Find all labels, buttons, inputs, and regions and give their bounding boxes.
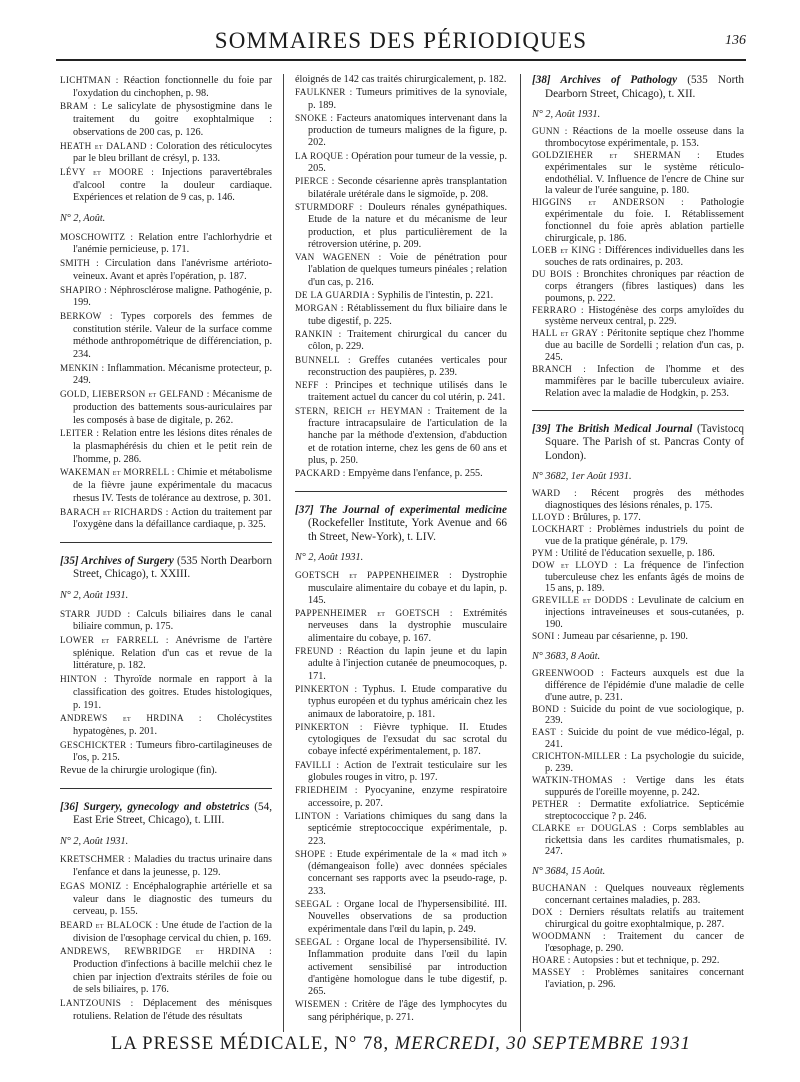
article-entry <box>60 608 272 634</box>
article-entry <box>295 784 507 810</box>
article-entry <box>60 506 272 532</box>
article-entry <box>295 607 507 645</box>
article-entry <box>295 848 507 898</box>
author-name: SNOKE : <box>295 112 334 123</box>
author-name: GOLDZIEHER et SHERMAN : <box>532 149 700 160</box>
article-entry <box>60 284 272 310</box>
article-title: Calculs biliaires dans le canal biliaire commun, p. 175. <box>73 608 272 633</box>
column-2 <box>295 74 507 1024</box>
article-entry <box>532 269 744 305</box>
author-name: PIERCE : <box>295 176 335 187</box>
article-title: Typhus. I. Etude comparative du typhus européen et du typhus américain chez les animaux de laboratoire, p. 181. <box>308 683 507 720</box>
article-title: Inflammation. Mécanisme protecteur, p. 249. <box>73 362 273 387</box>
author-name: LICHTMAN : <box>60 75 119 85</box>
journal-heading <box>532 423 744 464</box>
article-title: Facteurs anatomiques intervenant dans la production de tumeurs malignes de la figure, p. 202. <box>308 112 507 149</box>
journal-heading <box>60 801 272 828</box>
article-title: Extrémités nerveuses dans la dystrophie musculaire alimentaire du cobaye, p. 167. <box>308 608 507 644</box>
article-title: Néphrosclérose maligne. Pathogénie, p. 199. <box>73 284 272 309</box>
column-divider <box>520 74 521 1032</box>
article-title: Cholécystites hypatogènes, p. 201. <box>73 713 272 737</box>
article-title: Péritonite septique chez l'homme due au bacille de Sordelli ; relation d'un cas, p. 245. <box>545 328 744 364</box>
article-entry <box>60 388 272 427</box>
issue-heading: N° 2, Août. <box>60 213 106 225</box>
article-entry <box>532 150 744 198</box>
author-name: WOODMANN : <box>532 930 606 941</box>
issue-heading: N° 2, Août 1931. <box>532 109 601 120</box>
article-title: Traitement chirurgical du cancer du côlon, p. 229. <box>308 328 507 353</box>
article-entry <box>60 634 272 673</box>
article-entry <box>295 150 507 176</box>
article-title: Brûlures, p. 177. <box>572 511 641 523</box>
article-title: Corps semblables au rickettsia dans les cardites rhumatismales, p. 247. <box>545 822 744 858</box>
author-name: LA ROQUE : <box>295 150 349 161</box>
author-name: EGAS MONIZ : <box>60 880 129 891</box>
article-entry <box>532 560 744 596</box>
article-title: Etudes expérimentales sur le système réticulo-endothélial. V. Influence de l'encre de Chine sur la valeur de l'urée sanguine, p. 180. <box>545 149 744 197</box>
article-entry <box>532 512 744 524</box>
journal-title: [39] The British Medical Journal <box>532 422 693 435</box>
article-title: Réactions de la moelle osseuse dans la thrombocytose expérimentale, p. 153. <box>545 125 744 149</box>
author-name: HEATH et DALAND : <box>60 140 153 151</box>
article-entry <box>532 799 744 823</box>
continued-text: éloignés de 142 cas traités chirurgicalement, p. 182. <box>295 74 507 85</box>
article-entry <box>532 488 744 512</box>
article-title: Réaction du lapin jeune et du lapin adulte à l'injection cutanée de pneumocoques, p. 171. <box>308 646 507 682</box>
article-entry <box>532 955 744 967</box>
author-name: PINKERTON : <box>295 721 363 732</box>
article-entry <box>295 998 507 1024</box>
author-name: PAPPENHEIMER et GOETSCH : <box>295 608 453 619</box>
author-name: MASSEY : <box>532 966 585 977</box>
article-entry <box>295 175 507 201</box>
page-number: 136 <box>725 33 746 48</box>
journal-address: (Tavistocq Square. The Parish of st. Pancras Conty of London). <box>545 422 744 462</box>
article-title: Pyocyanine, enzyme respiratoire accessoire, p. 207. <box>308 785 508 809</box>
issue-heading: N° 2, Août 1931. <box>60 835 129 847</box>
article-entry <box>60 673 272 712</box>
author-name: BRAM : <box>60 101 97 112</box>
article-entry <box>532 631 744 643</box>
author-name: SHAPIRO : <box>60 284 108 295</box>
article-entry <box>532 197 744 245</box>
author-name: BRANCH : <box>532 364 587 375</box>
column-3 <box>532 74 744 990</box>
article-title: Circulation dans l'anévrisme artérioto-veineux. Avant et après l'opération, p. 187. <box>73 258 273 282</box>
author-name: LANTZOUNIS : <box>60 998 134 1009</box>
article-entry <box>295 251 507 289</box>
article-title: Récent progrès des méthodes diagnostiques des lésions rénales, p. 175. <box>545 488 744 512</box>
author-name: PACKARD : <box>295 468 346 479</box>
article-title: Pathologie expérimentale du foie. I. Rétablissement fonctionnel du foie après ablation partielle chirurgicale, p. 186. <box>545 197 745 245</box>
author-name: DOX : <box>532 907 563 918</box>
article-entry <box>295 936 507 998</box>
article-title: Différences individuelles dans les souches de rats ordinaires, p. 203. <box>545 244 744 268</box>
article-title: Douleurs rénales gynépathiques. Etude de la nature et du mécanisme de leur production, et plus particulièrement de la rétroversion utérine, p. 209. <box>308 201 508 250</box>
author-name: SEEGAL : <box>295 899 340 910</box>
author-name: VAN WAGENEN : <box>295 252 382 263</box>
author-name: BEARD et BLALOCK : <box>60 919 159 930</box>
article-title: Mécanisme de production des battements sous-auriculaires par les composés à base de digitale, p. 262. <box>73 389 273 426</box>
article-entry <box>295 405 507 467</box>
article-entry <box>60 100 272 139</box>
article-entry <box>532 907 744 931</box>
author-name: GREVILLE et DODDS : <box>532 595 635 606</box>
article-entry <box>295 898 507 936</box>
footer-publication: LA PRESSE MÉDICALE, N° 78, <box>111 1034 390 1054</box>
article-entry <box>532 775 744 799</box>
article-title: Anévrisme de l'artère splénique. Relation d'un cas et revue de la littérature, p. 182. <box>73 635 272 672</box>
article-title: Infection de l'homme et des mammifères par le bacille tuberculeux aviaire. Relation avec la maladie de Hodgkin, p. 253. <box>545 364 744 399</box>
article-title: Quelques nouveaux règlements concernant certaines maladies, p. 283. <box>545 883 745 907</box>
author-name: HINTON : <box>60 674 108 685</box>
article-entry <box>60 166 272 205</box>
article-entry <box>60 362 272 388</box>
article-entry <box>60 74 272 100</box>
article-title: Facteurs auxquels est due la différence de l'épidémie d'une maladie de celle d'une autre, p. 231. <box>545 667 744 703</box>
issue-heading: N° 2, Août 1931. <box>60 589 129 601</box>
article-title: Injections paravertébrales d'alcool contre la douleur cardiaque. Expériences et relation de 9 cas, p. 146. <box>73 166 273 204</box>
article-entry <box>60 919 272 945</box>
author-name: MORGAN : <box>295 303 344 314</box>
author-name: WATKIN-THOMAS : <box>532 775 626 785</box>
article-title: Principes et technique utilisés dans le traitement actuel du cancer du col utérin, p. 241. <box>308 380 507 404</box>
article-entry <box>295 201 507 251</box>
article-entry <box>60 427 272 466</box>
author-name: CLARKE et DOUGLAS : <box>532 822 647 833</box>
article-entry <box>60 712 272 738</box>
header-rule <box>56 59 746 61</box>
article-title: Maladies du tractus urinaire dans l'enfance et dans la jeunesse, p. 129. <box>73 854 272 879</box>
journal-title: [37] The Journal of experimental medicine <box>295 503 507 516</box>
author-name: ANDREWS, REWBRIDGE et HRDINA : <box>60 946 272 957</box>
issue-heading: N° 2, Août 1931. <box>295 552 364 563</box>
article-title: Déplacement des ménisques rotuliens. Relation de l'étude des résultats <box>73 998 273 1022</box>
article-title: Vertige dans les états suppurés de l'oreille moyenne, p. 242. <box>545 775 745 798</box>
author-name: PINKERTON : <box>295 683 358 694</box>
author-name: RANKIN : <box>295 328 342 339</box>
author-name: EAST : <box>532 727 564 738</box>
journal-title: [36] Surgery, gynecology and obstetrics <box>60 800 250 813</box>
author-name: BERKOW : <box>60 310 113 321</box>
journal-heading <box>295 504 507 545</box>
article-title: La psychologie du suicide, p. 239. <box>545 751 744 775</box>
author-name: LOWER et FARRELL : <box>60 635 169 646</box>
footer-date: MERCREDI, 30 SEPTEMBRE 1931 <box>394 1034 691 1054</box>
article-title: Coloration des réticulocytes par le bleu brillant de crésyl, p. 133. <box>73 140 273 165</box>
author-name: LLOYD : <box>532 511 571 522</box>
issue-heading: N° 3682, 1er Août 1931. <box>532 471 632 483</box>
article-title: Dermatite exfoliatrice. Septicémie streptococcique ? p. 246. <box>545 798 744 822</box>
author-name: HALL et GRAY : <box>532 328 604 339</box>
author-name: LOCKHART : <box>532 523 592 534</box>
section-rule <box>295 491 507 492</box>
article-entry <box>532 126 744 150</box>
article-title: Une étude de l'action de la division de l'œsophage cervical du chien, p. 169. <box>73 919 272 944</box>
article-title: Opération pour tumeur de la vessie, p. 205. <box>308 150 508 175</box>
article-title: Etude expérimentale de la « mad itch » (démangeaison folle) avec données spéciales concernant ses rapports avec la pseudo-rage, p. 233. <box>308 848 507 897</box>
author-name: FREUND : <box>295 646 342 657</box>
author-name: BARACH et RICHARDS : <box>60 506 169 517</box>
article-entry <box>60 945 272 997</box>
article-entry <box>532 727 744 751</box>
article-title: Relation entre les lésions dites rénales de la plasmaphérésis du chien et le petit rein de l'homme, p. 286. <box>73 428 273 465</box>
author-name: LÉVY et MOORE : <box>60 166 155 177</box>
article-title: Action de l'extrait testiculaire sur les globules rouges in vitro, p. 197. <box>308 759 507 784</box>
article-title: Greffes cutanées verticales pour reconstruction des paupières, p. 239. <box>308 354 507 378</box>
author-name: DOW et LLOYD : <box>532 559 618 570</box>
author-name: LEITER : <box>60 428 100 439</box>
article-entry <box>532 668 744 704</box>
article-title: Empyème dans l'enfance, p. 255. <box>348 468 483 480</box>
article-entry <box>532 524 744 548</box>
author-name: FAULKNER : <box>295 87 353 98</box>
author-name: FERRARO : <box>532 304 584 315</box>
author-name: LINTON : <box>295 810 339 821</box>
author-name: BOND : <box>532 703 567 714</box>
article-title: Syphilis de l'intestin, p. 221. <box>377 290 494 302</box>
journal-address: (535 North Dearborn Street, Chicago), t. XII. <box>545 74 745 100</box>
author-name: PETHER : <box>532 798 581 809</box>
article-title: Variations chimiques du sang dans la septicémie streptococcique expérimentale, p. 223. <box>308 810 507 847</box>
article-entry <box>295 467 507 480</box>
article-title: Tumeurs primitives de la synoviale, p. 189. <box>308 87 507 111</box>
article-entry <box>532 548 744 560</box>
article-entry <box>532 364 744 400</box>
article-title: Autopsies : but et technique, p. 292. <box>572 954 720 966</box>
article-entry <box>532 328 744 364</box>
article-title: Organe local de l'hypersensibilité. III. Nouvelles observations de sa production expérimentale dans l'œil du lapin, p. 249. <box>308 899 508 935</box>
article-entry <box>532 823 744 859</box>
journal-title: [38] Archives of Pathology <box>532 74 678 86</box>
issue-heading: N° 3684, 15 Août. <box>532 866 606 878</box>
article-entry <box>295 379 507 405</box>
article-title: Action du traitement par l'oxygène dans la défaillance cardiaque, p. 325. <box>73 506 272 531</box>
author-name: NEFF : <box>295 380 329 391</box>
page-footer <box>56 1034 746 1055</box>
author-name: GUNN : <box>532 125 568 136</box>
article-entry <box>532 305 744 329</box>
article-entry <box>295 810 507 848</box>
author-name: LOEB et KING : <box>532 244 602 255</box>
journal-address: (535 North Dearborn Street, Chicago), t. XXIII. <box>73 554 272 581</box>
article-title: Réaction fonctionnelle du foie par l'oxydation du cinchophen, p. 98. <box>73 75 272 99</box>
article-title: Suicide du point de vue sociologique, p. 239. <box>545 703 745 727</box>
article-entry <box>60 257 272 283</box>
article-entry <box>295 328 507 354</box>
article-title: Voie de pénétration pour l'ablation de quelques tumeurs pinéales ; relation d'un cas, p. 216. <box>308 252 507 288</box>
article-title: Dystrophie musculaire alimentaire du cobaye et du lapin, p. 145. <box>308 570 507 606</box>
journal-title: [35] Archives of Surgery <box>60 554 174 567</box>
issue-heading: N° 3683, 8 Août. <box>532 650 601 662</box>
article-entry <box>60 853 272 879</box>
author-name: GOLD, LIEBERSON et GELFAND : <box>60 389 210 400</box>
author-name: PYM : <box>532 547 559 558</box>
author-name: ANDREWS et HRDINA : <box>60 713 202 724</box>
article-title: Chimie et métabolisme de la fièvre jaune expérimentale du macacus rhesus IV. Tests de tolérance au dextrose, p. 301. <box>73 467 272 504</box>
article-title: Relation entre l'achlorhydrie et l'anémie pernicieuse, p. 171. <box>73 231 273 256</box>
article-title: Histogénèse des corps amyloïdes du système nerveux central, p. 229. <box>545 304 744 328</box>
article-title: Traitement du cancer de l'œsophage, p. 290. <box>545 930 744 954</box>
author-name: SMITH : <box>60 258 100 269</box>
article-entry <box>295 86 507 112</box>
article-title: Fièvre typhique. II. Etudes cytologiques de l'exsudat du sac scrotal du cobaye infecté expérimentalement, p. 187. <box>308 721 507 758</box>
article-entry <box>532 883 744 907</box>
article-entry <box>60 466 272 505</box>
author-name: STURMDORF : <box>295 201 363 212</box>
article-entry <box>295 302 507 328</box>
journal-address: (54, East Erie Street, Chicago), t. LIII. <box>73 800 272 827</box>
author-name: DE LA GUARDIA : <box>295 290 375 301</box>
article-entry <box>295 289 507 302</box>
article-title: Critère de l'âge des lymphocytes du sang périphérique, p. 271. <box>308 999 507 1023</box>
article-entry <box>532 704 744 728</box>
author-name: STARR JUDD : <box>60 608 131 619</box>
article-entry <box>532 967 744 991</box>
author-name: SHOPE : <box>295 848 333 859</box>
journal-heading <box>60 555 272 582</box>
article-title: Thyroïde normale en rapport à la classification des goitres. Etudes histologiques, p. 191. <box>73 674 272 711</box>
article-entry <box>60 140 272 166</box>
author-name: MOSCHOWITZ : <box>60 231 134 242</box>
author-name: WARD : <box>532 488 578 499</box>
article-entry <box>295 354 507 380</box>
section-rule <box>60 542 272 543</box>
author-name: GOETSCH et PAPPENHEIMER : <box>295 570 452 581</box>
author-name: SONI : <box>532 631 561 642</box>
author-name: FAVILLI : <box>295 759 340 770</box>
article-title: La fréquence de l'infection tuberculeuse chez les enfants âgés de moins de 15 ans, p. 189. <box>545 559 744 595</box>
article-entry <box>60 231 272 257</box>
continued-text: Revue de la chirurgie urologique (fin). <box>60 765 218 777</box>
author-name: HIGGINS et ANDERSON : <box>532 197 684 208</box>
author-name: DU BOIS : <box>532 268 580 279</box>
author-name: BUCHANAN : <box>532 883 598 894</box>
article-title: Organe local de l'hypersensibilité. IV. Inflammation produite dans l'œil du lapin activement sensibilisé par introduction d'antigène homologue dans le tube digestif, p. 265. <box>308 936 508 998</box>
author-name: GREENWOOD : <box>532 667 604 678</box>
article-entry <box>295 683 507 721</box>
author-name: SEEGAL : <box>295 936 340 947</box>
article-title: Derniers résultats relatifs au traitement chirurgical du goitre exophtalmique, p. 287. <box>545 907 744 930</box>
author-name: WISEMEN : <box>295 999 348 1010</box>
article-entry <box>295 112 507 150</box>
article-title: Problèmes sanitaires concernant l'aviation, p. 296. <box>545 966 744 990</box>
column-divider <box>283 74 284 1032</box>
article-entry <box>532 245 744 269</box>
article-title: Problèmes industriels du point de vue de la pratique générale, p. 179. <box>545 523 745 547</box>
page-header <box>56 28 746 58</box>
author-name: KRETSCHMER : <box>60 854 131 865</box>
article-entry <box>295 759 507 785</box>
article-entry <box>532 751 744 775</box>
article-title: Traitement de la fracture intracapsulaire de l'articulation de la hanche par la méthode d'extension, d'abduction et de rotation interne, chez les gens de 60 ans et plus, p. 250. <box>308 405 507 466</box>
article-title: Utilité de l'éducation sexuelle, p. 186. <box>560 547 715 559</box>
article-title: Jumeau par césarienne, p. 190. <box>562 631 688 643</box>
article-entry <box>60 997 272 1023</box>
article-entry <box>295 645 507 683</box>
article-entry <box>60 739 272 765</box>
article-title: Levulinate de calcium en injections intraveineuses et sous-cutanées, p. 190. <box>545 595 744 631</box>
article-entry <box>532 595 744 631</box>
author-name: FRIEDHEIM : <box>295 785 358 796</box>
article-title: Production d'infections à bacille melchii chez le chien par injection d'extraits stériles de foie ou de sels biliaires, p. 176. <box>73 959 272 996</box>
article-entry <box>532 931 744 955</box>
section-rule <box>532 410 744 411</box>
author-name: STERN, REICH et HEYMAN : <box>295 405 431 416</box>
author-name: HOARE : <box>532 954 571 965</box>
section-rule <box>60 788 272 789</box>
author-name: MENKIN : <box>60 362 105 373</box>
article-title: Tumeurs fibro-cartilagineuses de l'os, p. 215. <box>73 739 272 764</box>
author-name: WAKEMAN et MORRELL : <box>60 467 175 478</box>
journal-heading <box>532 74 744 101</box>
column-1 <box>60 74 272 1024</box>
article-title: Encéphalographie artérielle et sa valeur dans le diagnostic des tumeurs du cerveau, p. 155. <box>73 880 272 918</box>
author-name: CRICHTON-MILLER : <box>532 751 628 762</box>
article-title: Bronchites chroniques par réaction de corps étrangers (fibres lastiques) dans les poumons, p. 222. <box>545 268 744 304</box>
article-entry <box>60 880 272 919</box>
author-name: BUNNELL : <box>295 354 351 365</box>
article-title: Rétablissement du flux biliaire dans le tube digestif, p. 225. <box>308 303 507 327</box>
article-title: Suicide du point de vue médico-légal, p. 241. <box>545 727 744 751</box>
article-entry <box>295 569 507 607</box>
author-name: GESCHICKTER : <box>60 739 133 750</box>
article-entry <box>60 310 272 362</box>
page-title: SOMMAIRES DES PÉRIODIQUES <box>214 28 588 53</box>
article-title: Seconde césarienne après transplantation bilatérale urétérale dans le sigmoïde, p. 208. <box>308 176 507 200</box>
article-title: Le salicylate de physostigmine dans le traitement du goitre exophtalmique : observations de 200 cas, p. 126. <box>73 101 272 138</box>
article-title: Types corporels des femmes de constitution stérile. Valeur de la surface comme méthode anthropométrique de différenciation, p. 234. <box>73 310 272 361</box>
journal-address: (Rockefeller Institute, York Avenue and 66 th Street, New-York), t. LIV. <box>308 517 507 543</box>
article-entry <box>295 721 507 759</box>
